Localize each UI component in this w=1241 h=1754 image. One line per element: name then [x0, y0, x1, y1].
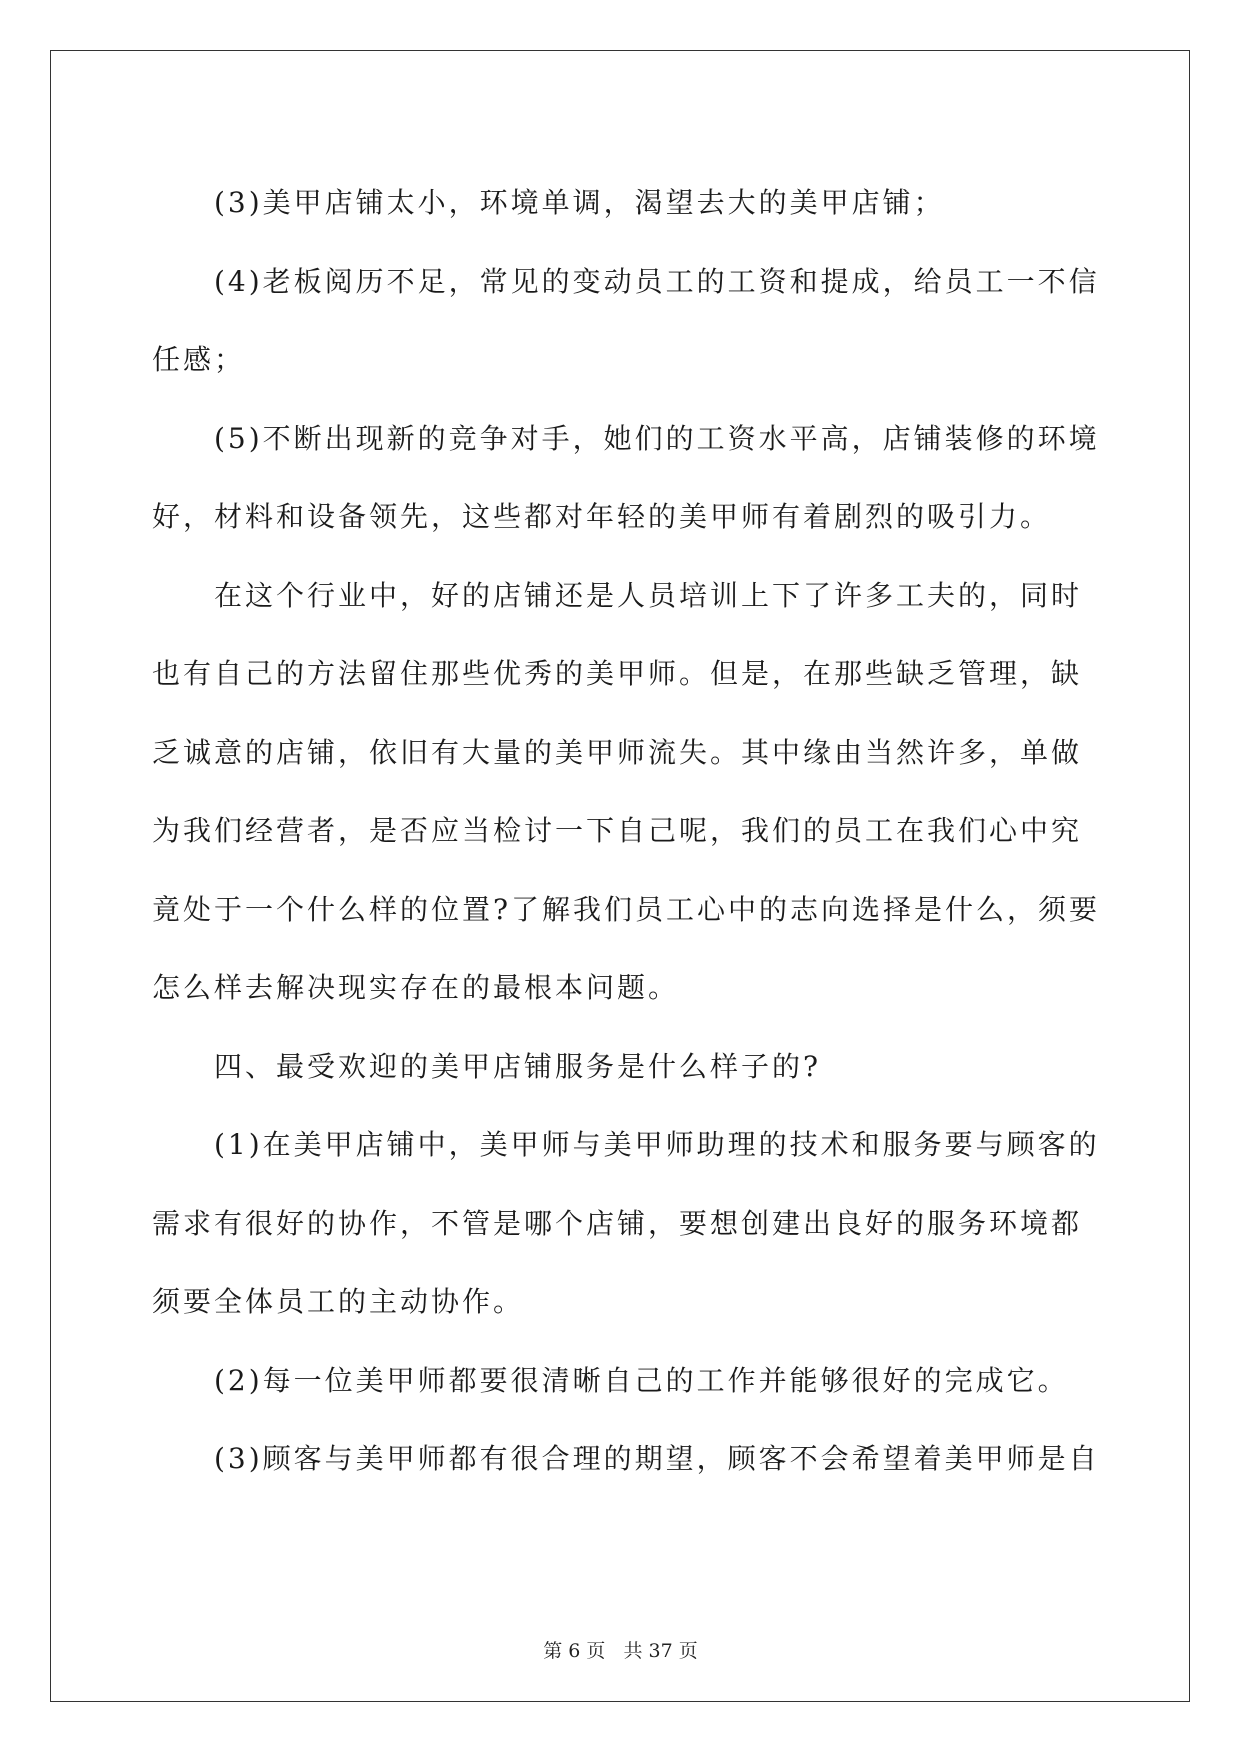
text-line: 为我们经营者，是否应当检讨一下自己呢，我们的员工在我们心中究: [152, 814, 1083, 847]
text-line: (5)不断出现新的竞争对手，她们的工资水平高，店铺装修的环境: [214, 421, 1100, 455]
text-line: 需求有很好的协作，不管是哪个店铺，要想创建出良好的服务环境都: [152, 1206, 1083, 1240]
paragraph: [152, 243, 1100, 400]
text-line: (2)每一位美甲师都要很清晰自己的工作并能够很好的完成它。: [214, 1363, 1069, 1397]
paragraph: [152, 1106, 1100, 1342]
paragraph: [152, 557, 1101, 1028]
text-line: (3)顾客与美甲师都有很合理的期望，顾客不会希望着美甲师是自: [214, 1442, 1100, 1475]
text-line: 任感；: [152, 343, 246, 376]
text-line: 在这个行业中，好的店铺还是人员培训上下了许多工夫的，同时: [214, 578, 1083, 612]
paragraph: [152, 1420, 1100, 1499]
text-line: 怎么样去解决现实存在的最根本问题。: [152, 971, 680, 1004]
text-line: 乏诚意的店铺，依旧有大量的美甲师流失。其中缘由当然许多，单做: [152, 735, 1083, 769]
text-line: (4)老板阅历不足，常见的变动员工的工资和提成，给员工一不信: [214, 264, 1100, 298]
document-body: [152, 164, 1101, 1499]
text-line: (1)在美甲店铺中，美甲师与美甲师助理的技术和服务要与顾客的: [214, 1128, 1100, 1161]
text-line: 竟处于一个什么样的位置?了解我们员工心中的志向选择是什么，须要: [152, 892, 1101, 926]
text-line: 也有自己的方法留住那些优秀的美甲师。但是，在那些缺乏管理，缺: [152, 657, 1083, 690]
paragraph: [152, 1342, 1089, 1421]
paragraph: [152, 400, 1100, 557]
page-number: 第 6 页: [543, 1640, 606, 1662]
page-total: 共 37 页: [623, 1640, 698, 1662]
page-footer: [0, 1636, 1241, 1663]
text-line: 须要全体员工的主动协作。: [152, 1285, 525, 1318]
text-line: 四、最受欢迎的美甲店铺服务是什么样子的?: [214, 1049, 822, 1083]
text-line: (3)美甲店铺太小，环境单调，渴望去大的美甲店铺；: [214, 186, 945, 219]
text-line: 好，材料和设备领先，这些都对年轻的美甲师有着剧烈的吸引力。: [152, 500, 1052, 533]
paragraph: [152, 1028, 1089, 1107]
paragraph: [152, 164, 1089, 243]
